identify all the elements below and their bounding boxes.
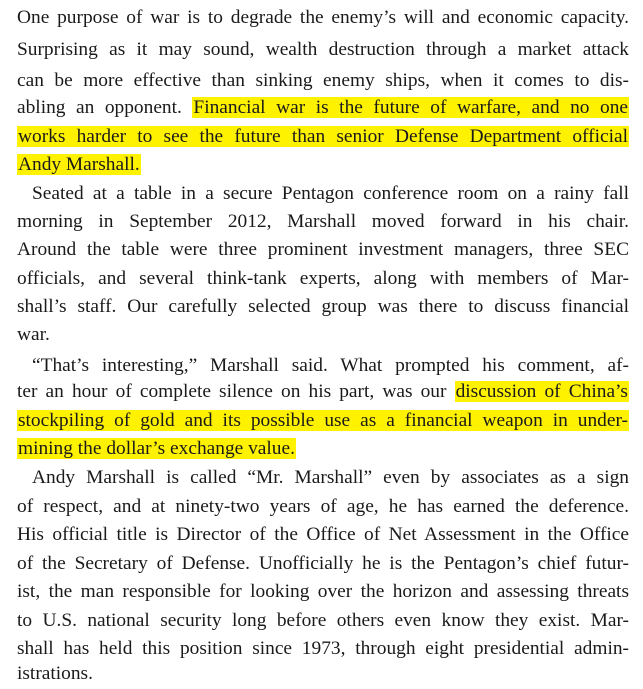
text-line: One purpose of war is to degrade the enemy’s will and economic capacity. <box>17 7 629 28</box>
text-segment: ter an hour of complete silence on his part, was our <box>17 381 455 402</box>
text-line: officials, and several think-tank experts, along with members of Mar- <box>17 268 629 289</box>
highlighted-text: Andy Marshall. <box>18 154 140 175</box>
text-line: war. <box>17 324 50 345</box>
highlighted-text: Financial war is the future of warfare, and no one <box>193 97 628 118</box>
text-line: Seated at a table in a secure Pentagon conference room on a rainy fall <box>32 183 629 204</box>
highlighted-text: stockpiling of gold and its possible use as a financial weapon in under- <box>18 410 628 431</box>
text-line: can be more effective than sinking enemy ships, when it comes to dis- <box>17 70 629 91</box>
text-line: of respect, and at ninety-two years of age, he has earned the deference. <box>17 496 629 517</box>
text-line <box>17 151 629 179</box>
text-line: shall’s staff. Our carefully selected group was there to discuss financial <box>17 296 629 317</box>
text-line: of the Secretary of Defense. Unofficially he is the Pentagon’s chief futur- <box>17 553 629 574</box>
text-line <box>17 123 629 151</box>
text-line: shall has held this position since 1973, through eight presidential admin- <box>17 638 629 659</box>
text-line <box>17 407 629 435</box>
highlighted-text: discussion of China’s <box>455 381 628 402</box>
text-line: Surprising as it may sound, wealth destruction through a market attack <box>17 39 629 60</box>
text-line: istrations. <box>17 663 93 684</box>
text-line: to U.S. national security long before others even know they exist. Mar- <box>17 610 629 631</box>
highlighted-text: works harder to see the future than senior Defense Department official <box>18 126 628 147</box>
text-line: His official title is Director of the Office of Net Assessment in the Office <box>17 524 629 545</box>
text-line: Andy Marshall is called “Mr. Marshall” even by associates as a sign <box>32 467 629 488</box>
text-line: Around the table were three prominent investment managers, three SEC <box>17 239 629 260</box>
highlighted-text: mining the dollar’s exchange value. <box>18 438 295 459</box>
text-line: morning in September 2012, Marshall moved forward in his chair. <box>17 211 629 232</box>
text-line <box>17 435 629 463</box>
text-line: “That’s interesting,” Marshall said. What prompted his comment, af- <box>32 355 629 376</box>
text-line <box>17 94 629 122</box>
text-line <box>17 378 629 406</box>
text-line: ist, the man responsible for looking over the horizon and assessing threats <box>17 581 629 602</box>
text-segment: abling an opponent. <box>17 97 193 118</box>
